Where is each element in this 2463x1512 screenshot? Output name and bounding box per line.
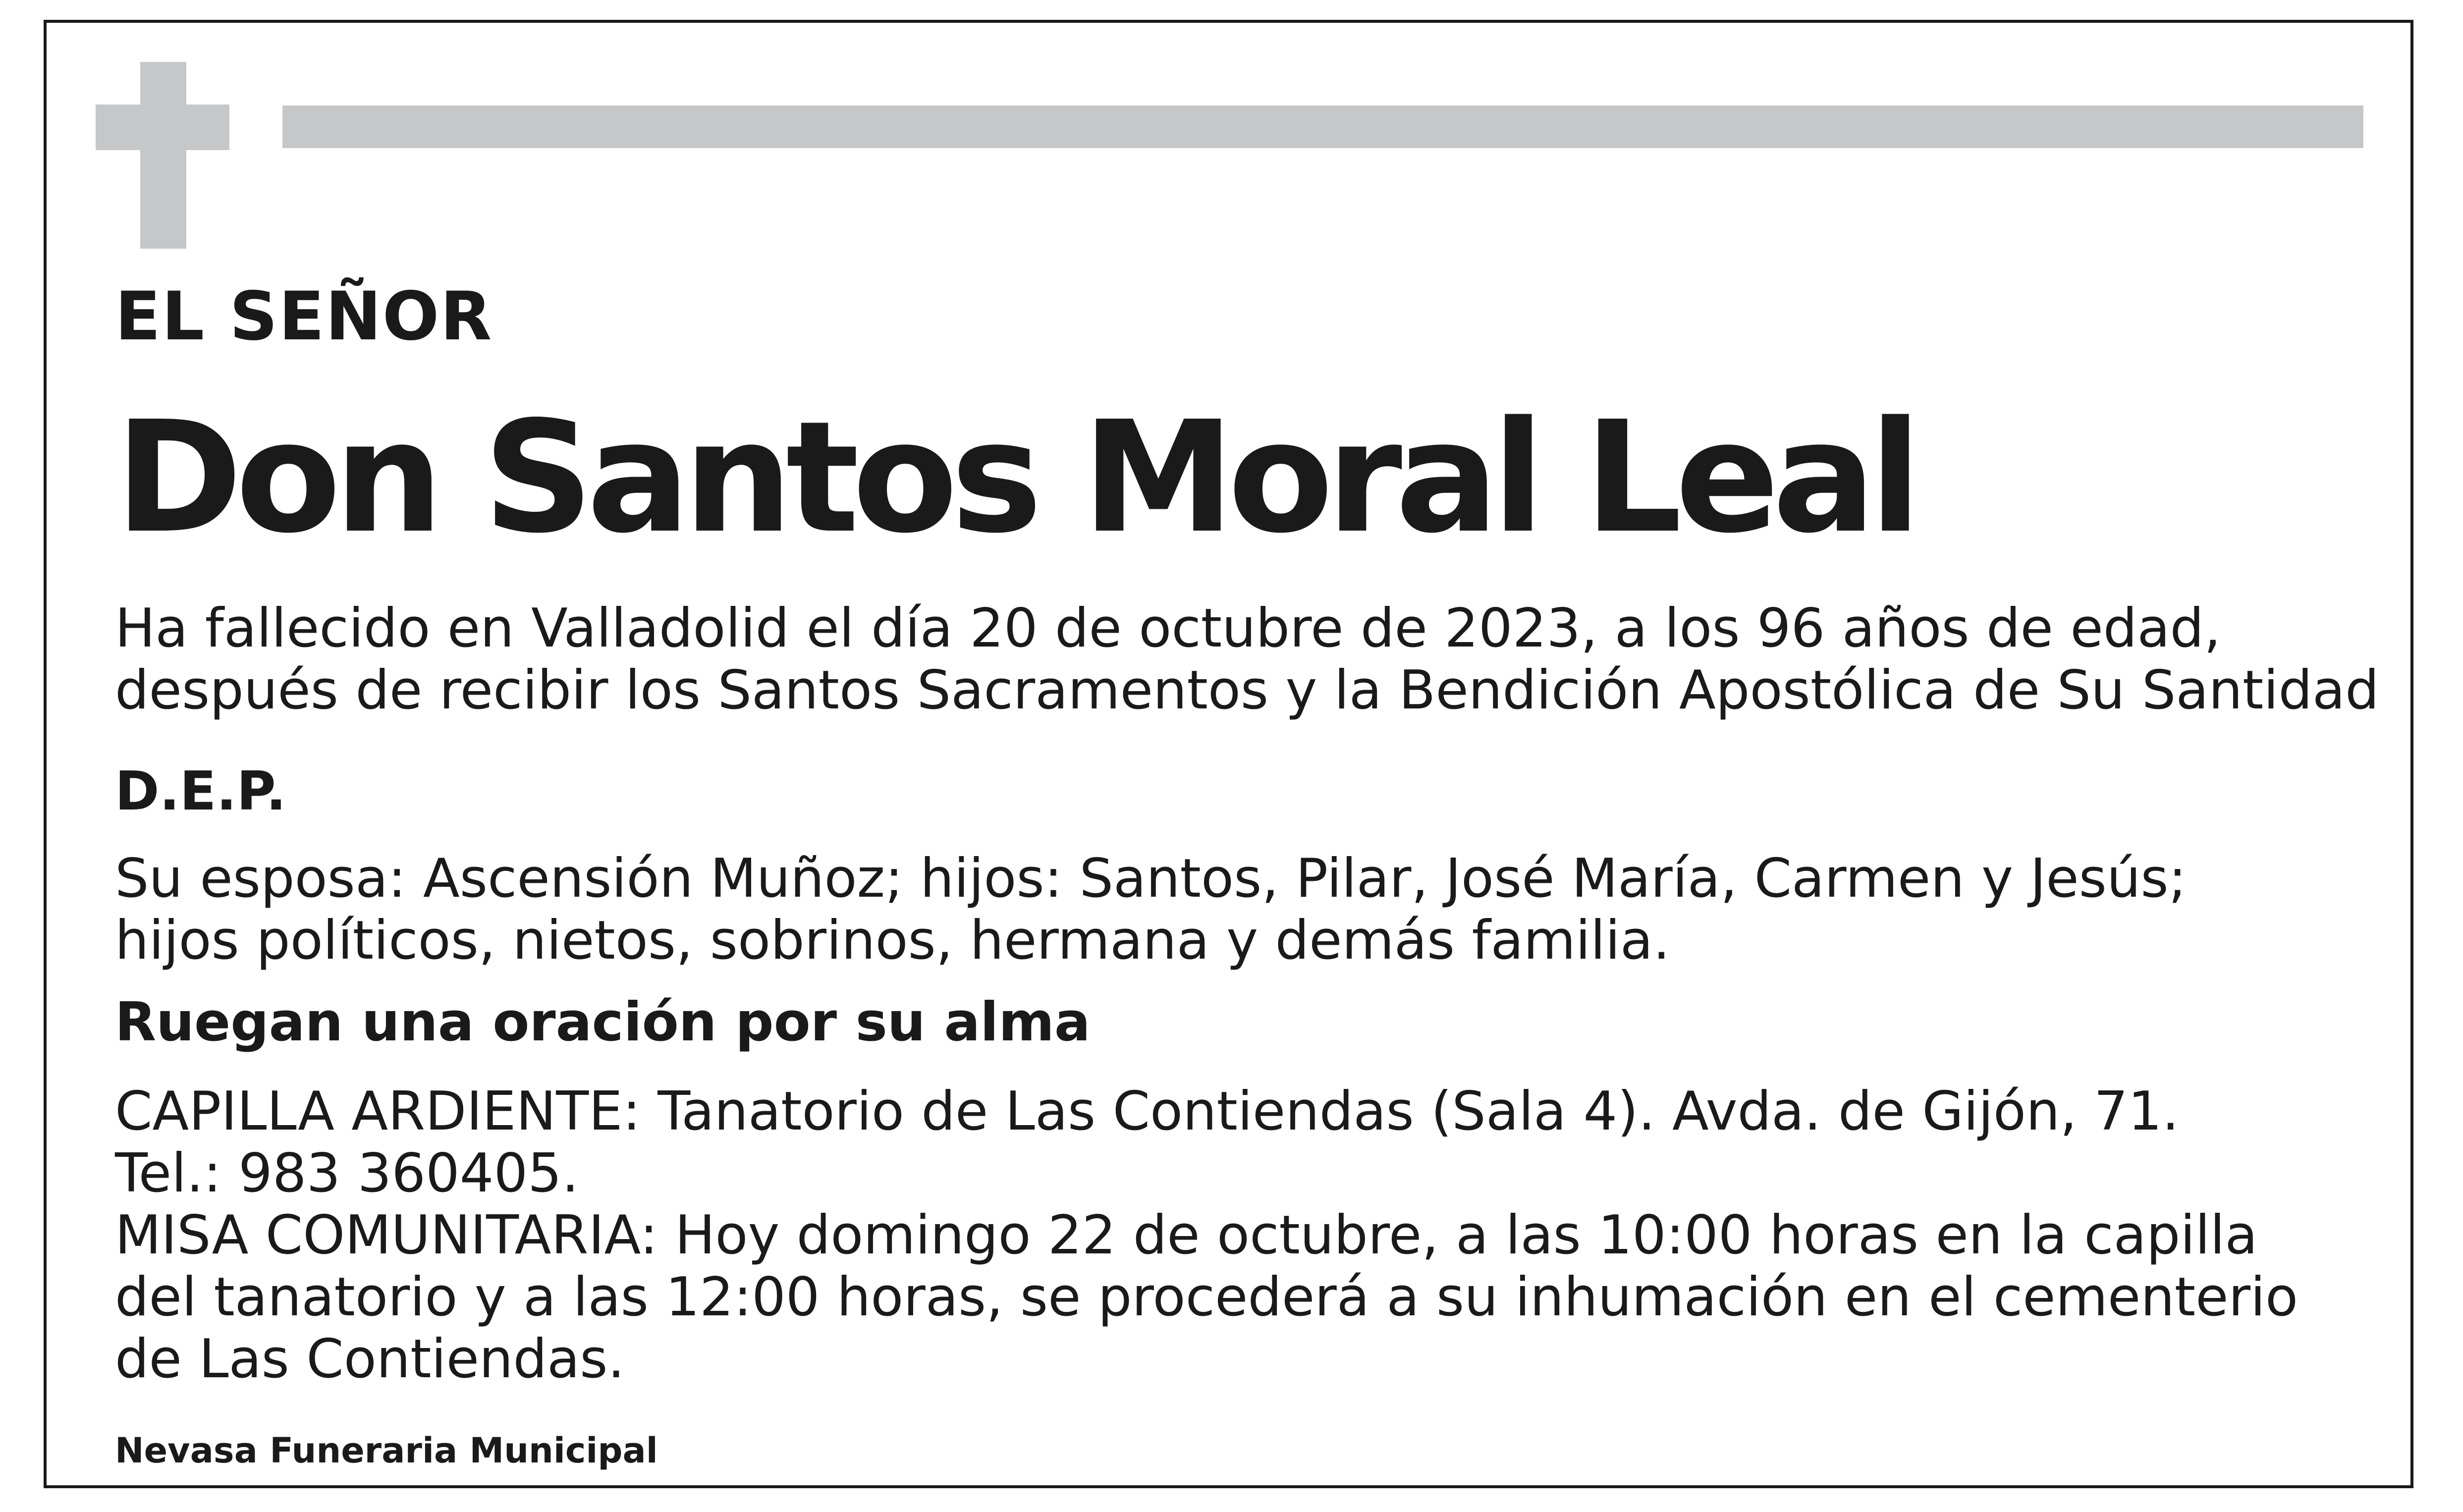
prayer-request: Ruegan una oración por su alma [115, 991, 1091, 1053]
details-line-4: del tanatorio y a las 12:00 horas, se procederá a su inhumación en el cementerio [115, 1266, 2299, 1328]
cross-horizontal-bar [96, 105, 229, 150]
details-line-2: Tel.: 983 360405. [115, 1142, 579, 1204]
details-line-5: de Las Contiendas. [115, 1328, 625, 1390]
dep-mark: D.E.P. [115, 760, 286, 822]
header-divider-bar [282, 106, 2363, 148]
death-notice-line-1: Ha fallecido en Valladolid el día 20 de octubre de 2023, a los 96 años de edad, [115, 597, 2221, 659]
honorific: EL SEÑOR [115, 277, 493, 355]
deceased-name: Don Santos Moral Leal [115, 388, 1915, 567]
family-line-2: hijos políticos, nietos, sobrinos, hermana y demás familia. [115, 910, 1670, 972]
details-line-3: MISA COMUNITARIA: Hoy domingo 22 de octubre, a las 10:00 horas en la capilla [115, 1204, 2258, 1266]
cross-vertical-bar [140, 62, 186, 249]
funeral-home: Nevasa Funeraria Municipal [115, 1430, 658, 1471]
family-line-1: Su esposa: Ascensión Muñoz; hijos: Santos, Pilar, José María, Carmen y Jesús; [115, 848, 2187, 910]
details-line-1: CAPILLA ARDIENTE: Tanatorio de Las Contiendas (Sala 4). Avda. de Gijón, 71. [115, 1080, 2179, 1142]
death-notice-line-2: después de recibir los Santos Sacramentos y la Bendición Apostólica de Su Santidad [115, 659, 2379, 721]
